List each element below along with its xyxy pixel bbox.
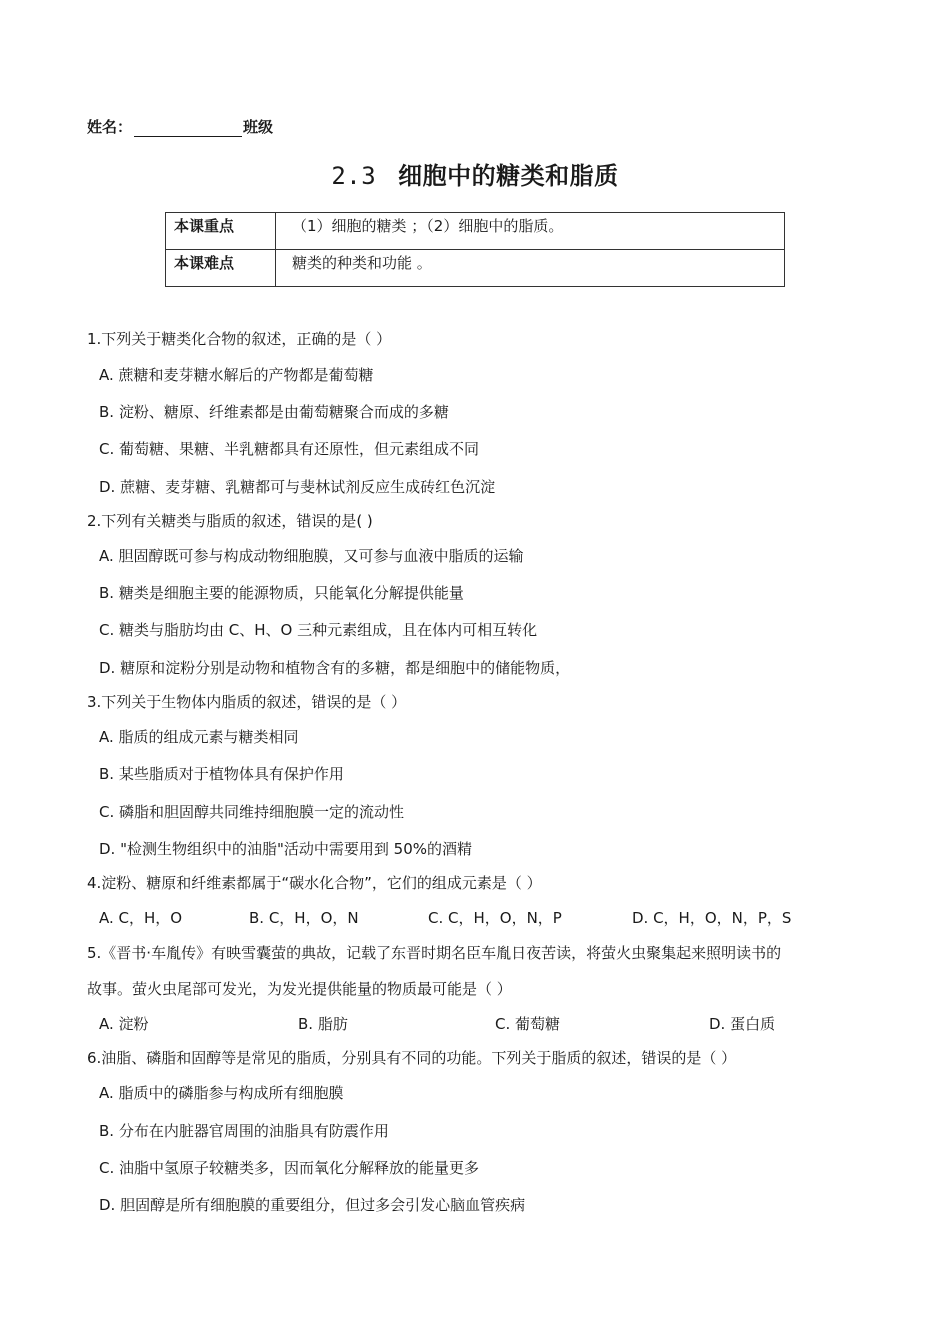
question-5-option-d: D. 蛋白质	[709, 1015, 776, 1033]
question-2-option-b: B. 糖类是细胞主要的能源物质，只能氧化分解提供能量	[99, 584, 464, 602]
question-1-option-a: A. 蔗糖和麦芽糖水解后的产物都是葡萄糖	[99, 366, 374, 384]
question-6-stem: 6.油脂、磷脂和固醇等是常见的脂质，分别具有不同的功能。下列关于脂质的叙述，错误的是（ ）	[87, 1049, 737, 1067]
question-6-option-c: C. 油脂中氢原子较糖类多，因而氧化分解释放的能量更多	[99, 1159, 480, 1177]
table-row	[166, 213, 785, 250]
question-3-option-c: C. 磷脂和胆固醇共同维持细胞膜一定的流动性	[99, 803, 405, 821]
question-3-stem: 3.下列关于生物体内脂质的叙述，错误的是（ ）	[87, 693, 407, 711]
table-row	[166, 250, 785, 287]
name-class-line	[87, 116, 273, 137]
difficult-points-value: 糖类的种类和功能 。	[276, 250, 785, 287]
question-1-option-b: B. 淀粉、糖原、纤维素都是由葡萄糖聚合而成的多糖	[99, 403, 449, 421]
question-6-option-b: B. 分布在内脏器官周围的油脂具有防震作用	[99, 1122, 389, 1140]
question-6-option-a: A. 脂质中的磷脂参与构成所有细胞膜	[99, 1084, 344, 1102]
key-points-value: （1）细胞的糖类 ；（2）细胞中的脂质。	[276, 213, 785, 250]
question-2-option-c: C. 糖类与脂肪均由 C、H、O 三种元素组成，且在体内可相互转化	[99, 621, 538, 639]
question-1-stem: 1.下列关于糖类化合物的叙述，正确的是（ ）	[87, 330, 392, 348]
question-4-stem: 4.淀粉、糖原和纤维素都属于“碳水化合物”，它们的组成元素是（ ）	[87, 874, 542, 892]
question-2-option-a: A. 胆固醇既可参与构成动物细胞膜，又可参与血液中脂质的运输	[99, 547, 524, 565]
name-label: 姓名：	[87, 118, 133, 136]
question-4-option-a: A. C，H，O	[99, 909, 183, 927]
question-3-option-a: A. 脂质的组成元素与糖类相同	[99, 728, 299, 746]
lesson-focus-table	[165, 212, 785, 287]
question-3-option-b: B. 某些脂质对于植物体具有保护作用	[99, 765, 344, 783]
question-5-option-c: C. 葡萄糖	[495, 1015, 561, 1033]
question-3-option-d: D. "检测生物组织中的油脂"活动中需要用到 50%的酒精	[99, 840, 472, 858]
section-number: 2.3	[331, 162, 377, 190]
question-1-option-d: D. 蔗糖、麦芽糖、乳糖都可与斐林试剂反应生成砖红色沉淀	[99, 478, 496, 496]
difficult-points-label: 本课难点	[166, 250, 276, 287]
question-5-stem-line2: 故事。萤火虫尾部可发光，为发光提供能量的物质最可能是（ ）	[87, 980, 512, 998]
section-title: 细胞中的糖类和脂质	[398, 162, 619, 190]
question-6-option-d: D. 胆固醇是所有细胞膜的重要组分，但过多会引发心脑血管疾病	[99, 1196, 526, 1214]
question-4-option-d: D. C，H，O，N，P，S	[632, 909, 792, 927]
page-title	[0, 156, 950, 191]
question-5-option-b: B. 脂肪	[298, 1015, 348, 1033]
name-blank-field[interactable]	[134, 119, 242, 137]
question-2-stem: 2.下列有关糖类与脂质的叙述，错误的是( )	[87, 512, 373, 530]
question-4-option-b: B. C，H，O，N	[249, 909, 359, 927]
class-label: 班级	[243, 118, 274, 136]
question-4-option-c: C. C，H，O，N，P	[428, 909, 562, 927]
question-1-option-c: C. 葡萄糖、果糖、半乳糖都具有还原性，但元素组成不同	[99, 440, 480, 458]
question-5-stem-line1: 5.《晋书·车胤传》有映雪囊萤的典故，记载了东晋时期名臣车胤日夜苦读，将萤火虫聚集起来照明读书的	[87, 944, 782, 962]
key-points-label: 本课重点	[166, 213, 276, 250]
question-5-option-a: A. 淀粉	[99, 1015, 149, 1033]
question-2-option-d: D. 糖原和淀粉分别是动物和植物含有的多糖，都是细胞中的储能物质，	[99, 659, 571, 677]
